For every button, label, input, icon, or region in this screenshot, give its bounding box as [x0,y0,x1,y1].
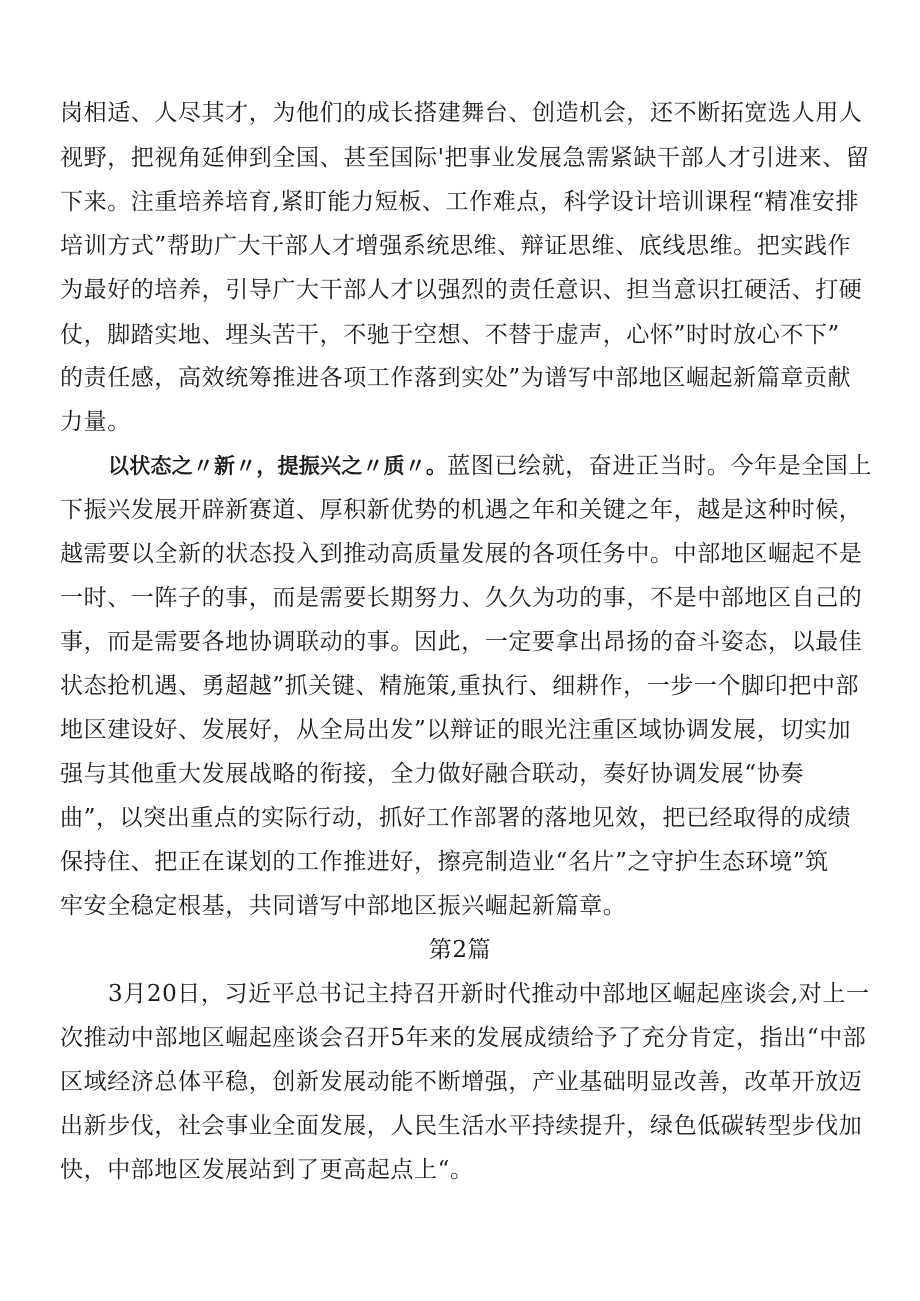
paragraph-line: 下振兴发展开辟新赛道、厚积新优势的机遇之年和关键之年，越是这种时候， [60,497,863,523]
paragraph-line: 下来。注重培养培育,紧盯能力短板、工作难点，科学设计培训课程“精准安排 [60,189,860,215]
paragraph-line: 强与其他重大发展战略的衔接，全力做好融合联动，奏好协调发展“协奏 [60,761,804,787]
paragraph-text: 蓝图已绘就，奋进正当时。今年是全国上 [447,453,873,479]
paragraph-line: 培训方式”帮助广大干部人才增强系统思维、辩证思维、底线思维。把实践作 [60,233,852,259]
paragraph-line: 为最好的培养，引导广大干部人才以强烈的责任意识、担当意识扛硬活、打硬 [60,277,863,303]
paragraph-line: 次推动中部地区崛起座谈会召开5年来的发展成绩给予了充分肯定，指出“中部 [60,1025,867,1051]
paragraph-line: 出新步伐，社会事业全面发展，人民生活水平持续提升，绿色低碳转型步伐加 [60,1113,863,1139]
paragraph-line: 快，中部地区发展站到了更高起点上“。 [60,1157,474,1183]
paragraph-line: 状态抢机遇、勇超越”抓关键、精施策,重执行、细耕作，一步一个脚印把中部 [60,673,860,699]
paragraph-line: 一时、一阵子的事，而是需要长期努力、久久为功的事，不是中部地区自己的 [60,585,863,611]
paragraph-line: 仗，脚踏实地、埋头苦干，不驰于空想、不替于虚声，心怀”时时放心不下” [60,322,840,348]
paragraph-first-line [108,451,873,481]
paragraph-line: 岗相适、人尽其才，为他们的成长搭建舞台、创造机会，还不断拓宽选人用人 [60,100,863,126]
paragraph-line: 牢安全稳定根基，共同谱写中部地区振兴崛起新篇章。 [60,893,627,919]
paragraph-line: 地区建设好、发展好，从全局出发”以辩证的眼光注重区域协调发展，切实加 [60,717,852,743]
paragraph-line: 保持住、把正在谋划的工作推进好，擦亮制造业“名片”之守护生态环境”筑 [60,849,829,875]
paragraph-line: 视野，把视角延伸到全国、甚至国际'把事业发展急需紧缺干部人才引进来、留 [60,145,870,171]
paragraph-line: 区域经济总体平稳，创新发展动能不断增强，产业基础明显改善，改革开放迈 [60,1069,863,1095]
paragraph-line: 事，而是需要各地协调联动的事。因此，一定要拿出昂扬的奋斗姿态，以最佳 [60,629,863,655]
paragraph-line: 越需要以全新的状态投入到推动高质量发展的各项任务中。中部地区崛起不是 [60,541,863,567]
paragraph-line: 曲”，以突出重点的实际行动，抓好工作部署的落地见效，把已经取得的成绩 [60,805,852,831]
bold-heading: 以状态之〃新〃，提振兴之〃质〃。 [108,454,448,478]
section-title: 第2篇 [428,937,492,963]
paragraph-first-line: 3月20日，习近平总书记主持召开新时代推动中部地区崛起座谈会,对上一 [108,981,870,1007]
paragraph-line: 力量。 [60,409,131,435]
paragraph-line: 的责任感，高效统筹推进各项工作落到实处”为谱写中部地区崛起新篇章贡献 [60,365,852,391]
